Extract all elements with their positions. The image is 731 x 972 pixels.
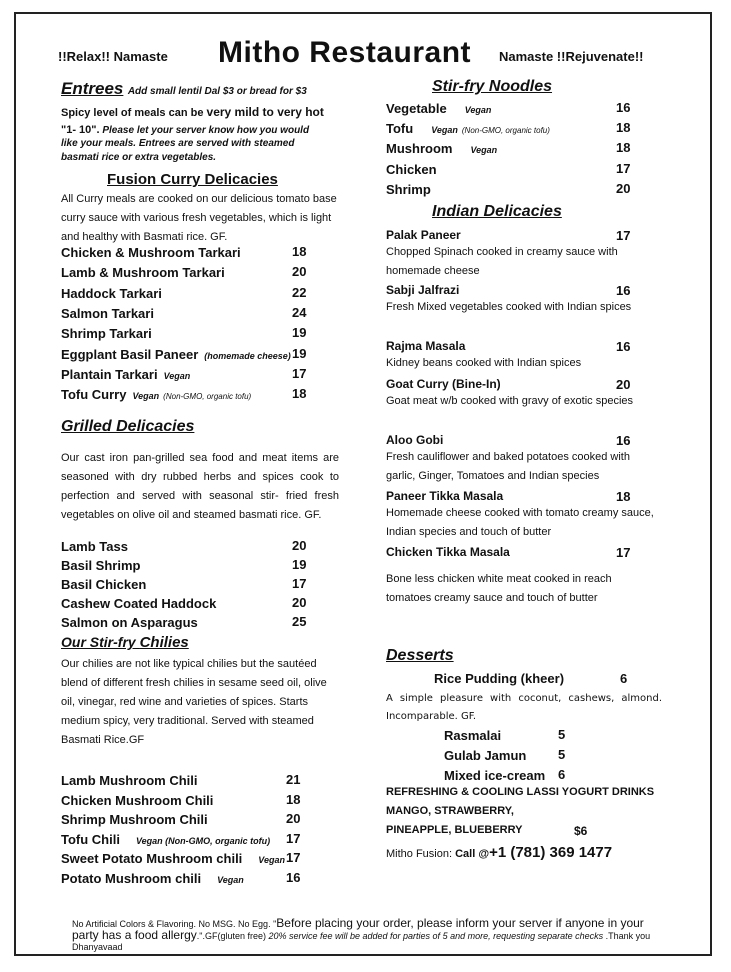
menu-item-price: 6 bbox=[558, 767, 566, 782]
menu-item-price: 17 bbox=[292, 365, 307, 381]
menu-item-price: 20 bbox=[616, 180, 631, 196]
grilled-heading: Grilled Delicacies bbox=[61, 418, 195, 435]
indian-item-price: 16 bbox=[616, 433, 631, 448]
menu-item-name: Mushroom bbox=[386, 141, 453, 157]
menu-item-price: 16 bbox=[286, 869, 301, 885]
chilies-heading-b: Chilies bbox=[139, 634, 189, 651]
menu-item-row bbox=[444, 727, 501, 745]
indian-item-name: Paneer Tikka Masala bbox=[386, 489, 504, 503]
call-label: Call @ bbox=[455, 848, 490, 860]
desserts-heading: Desserts bbox=[386, 647, 454, 664]
menu-item-name: Salmon on Asparagus bbox=[61, 615, 198, 630]
menu-item-name: Potato Mushroom chili bbox=[61, 870, 202, 886]
indian-item-description: Fresh cauliflower and baked potatoes cooked with garlic, Ginger, Tomatoes and Indian species bbox=[386, 451, 630, 482]
menu-item-row bbox=[61, 538, 128, 556]
menu-item-row bbox=[61, 346, 291, 364]
menu-item-price: 17 bbox=[616, 160, 631, 176]
menu-item-price: 18 bbox=[286, 791, 301, 807]
menu-item-tag: Vegan bbox=[258, 855, 285, 865]
indian-item-price: 17 bbox=[616, 228, 631, 243]
indian-item-name: Sabji Jalfrazi bbox=[386, 283, 460, 297]
menu-item-name: Shrimp bbox=[386, 181, 431, 197]
spicy-text-d: Please let your server know how you would bbox=[99, 125, 310, 136]
menu-item-name: Shrimp Tarkari bbox=[61, 326, 152, 342]
menu-item-name: Shrimp Mushroom Chili bbox=[61, 812, 208, 827]
menu-item-price: 19 bbox=[292, 557, 307, 572]
indian-item-price: 18 bbox=[616, 489, 631, 504]
menu-item-row bbox=[386, 120, 550, 138]
indian-item-description: Chopped Spinach cooked in creamy sauce with homemade cheese bbox=[386, 246, 618, 277]
fusion-label: Mitho Fusion: bbox=[386, 848, 456, 860]
indian-item-name: Goat Curry (Bine-In) bbox=[386, 377, 501, 391]
footer-allergy-warning: Before placing your order, please inform your server if anyone in your party has a food allergy bbox=[72, 916, 644, 942]
menu-item-row bbox=[61, 772, 198, 790]
rice-pudding-name: Rice Pudding (kheer) bbox=[434, 671, 565, 686]
menu-item-row bbox=[61, 325, 152, 343]
chilies-description: Our chilies are not like typical chilies but the sautéed blend of different fresh chilies in sesame seed oil, olive oil, vinegar, red wine and varieties of spices. Starts medium spicy, very traditional. Served with steamed Basmati Rice.GF bbox=[61, 658, 327, 746]
menu-item-name: Vegetable bbox=[386, 101, 447, 116]
menu-item-name: Tofu Curry bbox=[61, 387, 127, 403]
menu-item-name: Lamb Mushroom Chili bbox=[61, 773, 198, 788]
menu-item-price: 24 bbox=[292, 304, 307, 320]
menu-item-name: Mixed ice-cream bbox=[444, 768, 546, 783]
menu-item-price: 17 bbox=[286, 850, 301, 865]
menu-item-name: Chicken bbox=[386, 161, 437, 177]
indian-item-price: 17 bbox=[616, 545, 631, 560]
menu-item-price: 21 bbox=[286, 772, 301, 787]
menu-item-row bbox=[61, 614, 198, 632]
menu-item-row bbox=[386, 181, 431, 199]
entrees-line3: like your meals. Entrees are served with steamed bbox=[61, 138, 295, 149]
menu-item-name: Basil Chicken bbox=[61, 577, 147, 592]
menu-header bbox=[58, 36, 668, 72]
menu-item-tag: Vegan bbox=[217, 874, 244, 885]
header-right-text: Namaste !!Rejuvenate!! bbox=[499, 49, 644, 64]
footer-service-fee: 20% service fee will be added for parties of 5 and more, requesting separate checks bbox=[268, 931, 604, 941]
indian-item-price: 20 bbox=[616, 377, 631, 392]
menu-item-tag: Vegan bbox=[163, 370, 191, 381]
indian-item-name: Chicken Tikka Masala bbox=[386, 545, 510, 559]
menu-item-row bbox=[61, 850, 285, 868]
menu-item-name: Plantain Tarkari bbox=[61, 366, 158, 382]
menu-item-price: 20 bbox=[292, 595, 307, 610]
lassi-line-1: REFRESHING & COOLING LASSI YOGURT DRINKS bbox=[386, 786, 655, 798]
menu-item-name: Gulab Jamun bbox=[444, 748, 527, 763]
menu-item-price: 25 bbox=[292, 614, 307, 629]
menu-item-price: 20 bbox=[292, 538, 307, 553]
menu-item-row bbox=[386, 100, 491, 118]
indian-item-name: Rajma Masala bbox=[386, 339, 466, 353]
lassi-line-3: PINEAPPLE, BLUEBERRY bbox=[386, 824, 523, 836]
chilies-heading-a: Our Stir-fry bbox=[61, 634, 140, 650]
indian-item-name: Palak Paneer bbox=[386, 228, 461, 242]
menu-item-note: (Non-GMO, organic tofu) bbox=[163, 392, 252, 402]
footer-small-2: .".GF(gluten free) bbox=[196, 931, 269, 941]
footer-small-1: No Artificial Colors & Flavoring. No MSG. No Egg. " bbox=[72, 919, 277, 929]
menu-item-note: (Non-GMO, organic tofu) bbox=[461, 126, 550, 136]
restaurant-title: Mitho Restaurant bbox=[218, 36, 472, 69]
lassi-line-2: MANGO, STRAWBERRY, bbox=[386, 805, 514, 817]
menu-item-row bbox=[61, 811, 208, 829]
menu-item-name: Basil Shrimp bbox=[61, 558, 141, 573]
menu-item-name: Tofu bbox=[386, 121, 414, 137]
menu-item-row bbox=[61, 870, 244, 888]
menu-item-row bbox=[386, 140, 497, 158]
menu-item-price: 16 bbox=[616, 100, 631, 115]
menu-item-row bbox=[61, 595, 216, 613]
indian-item-price: 16 bbox=[616, 339, 631, 354]
phone-number[interactable]: +1 (781) 369 1477 bbox=[489, 844, 613, 861]
menu-item-tag: Vegan bbox=[132, 391, 160, 402]
indian-item-description: Fresh Mixed vegetables cooked with Indian spices bbox=[386, 301, 632, 313]
footer-note bbox=[72, 918, 662, 953]
menu-item-name: Lamb & Mushroom Tarkari bbox=[61, 265, 225, 281]
menu-item-name: Sweet Potato Mushroom chili bbox=[61, 851, 243, 866]
spicy-text-a: Spicy level of meals can be bbox=[61, 107, 207, 119]
rice-pudding-price: 6 bbox=[620, 671, 628, 686]
menu-item-price: 17 bbox=[292, 576, 307, 591]
indian-item-description: Homemade cheese cooked with tomato creamy sauce, Indian species and touch of butter bbox=[386, 507, 654, 538]
header-left-text: !!Relax!! Namaste bbox=[58, 49, 168, 64]
menu-item-tag: (homemade cheese) bbox=[204, 350, 291, 361]
entrees-subnote: Add small lentil Dal $3 or bread for $3 bbox=[127, 86, 307, 97]
menu-item-row bbox=[61, 264, 225, 282]
menu-item-name: Eggplant Basil Paneer bbox=[61, 346, 199, 362]
menu-item-name: Rasmalai bbox=[444, 728, 502, 743]
menu-item-row bbox=[444, 767, 545, 785]
menu-item-tag: Vegan bbox=[464, 105, 492, 115]
footer-thanks: .Thank you Dhanyavaad bbox=[72, 931, 651, 952]
menu-item-name: Tofu Chili bbox=[61, 831, 120, 847]
menu-item-row bbox=[61, 285, 162, 303]
menu-item-tag: Vegan (Non-GMO, organic tofu) bbox=[135, 835, 271, 846]
menu-item-row bbox=[61, 557, 140, 575]
contact-line bbox=[386, 844, 612, 862]
spicy-text-b: very mild to very hot bbox=[206, 105, 324, 119]
spicy-text-c: "1- 10". bbox=[61, 124, 100, 136]
indian-item-name: Aloo Gobi bbox=[386, 433, 444, 447]
menu-item-price: 5 bbox=[558, 727, 566, 742]
menu-item-row bbox=[386, 161, 437, 179]
menu-item-row bbox=[61, 831, 270, 849]
menu-item-name: Chicken Mushroom Chili bbox=[61, 792, 214, 808]
menu-item-tag: Vegan bbox=[470, 145, 498, 156]
indian-item-description: Bone less chicken white meat cooked in reach tomatoes creamy sauce and touch of butter bbox=[386, 573, 612, 604]
menu-item-row bbox=[61, 366, 190, 384]
indian-item-price: 16 bbox=[616, 283, 631, 298]
indian-item-description: Goat meat w/b cooked with gravy of exotic species bbox=[386, 395, 634, 407]
entrees-line4: basmati rice or extra vegetables. bbox=[61, 152, 217, 163]
menu-item-price: 17 bbox=[286, 830, 301, 846]
menu-item-row bbox=[444, 747, 526, 765]
menu-item-price: 20 bbox=[292, 264, 307, 280]
menu-item-row bbox=[61, 576, 146, 594]
noodles-heading: Stir-fry Noodles bbox=[432, 78, 553, 95]
menu-item-price: 5 bbox=[558, 747, 566, 762]
menu-item-price: 20 bbox=[286, 811, 301, 826]
indian-item-description: Kidney beans cooked with Indian spices bbox=[386, 357, 582, 369]
menu-item-name: Haddock Tarkari bbox=[61, 285, 162, 301]
menu-item-price: 18 bbox=[292, 386, 307, 402]
menu-item-row bbox=[61, 305, 154, 323]
menu-item-row bbox=[61, 244, 241, 262]
menu-item-name: Chicken & Mushroom Tarkari bbox=[61, 245, 241, 260]
menu-item-price: 18 bbox=[616, 140, 631, 156]
menu-item-price: 18 bbox=[616, 120, 631, 136]
menu-item-name: Salmon Tarkari bbox=[61, 305, 154, 321]
menu-item-price: 19 bbox=[292, 325, 307, 341]
fusion-description: All Curry meals are cooked on our delicious tomato base curry sauce with various fresh vegetables, which is light and healthy with Basmati rice. GF. bbox=[61, 193, 337, 243]
menu-item-tag: Vegan bbox=[431, 125, 458, 136]
fusion-heading: Fusion Curry Delicacies bbox=[107, 171, 278, 188]
menu-item-price: 18 bbox=[292, 244, 307, 259]
menu-item-name: Cashew Coated Haddock bbox=[61, 596, 217, 611]
entrees-heading: Entrees bbox=[61, 79, 124, 98]
indian-heading: Indian Delicacies bbox=[432, 203, 562, 220]
lassi-price: $6 bbox=[574, 824, 588, 838]
rice-pudding-description: A simple pleasure with coconut, cashews, almond. Incomparable. GF. bbox=[386, 693, 662, 722]
menu-item-name: Lamb Tass bbox=[61, 539, 128, 554]
menu-item-price: 19 bbox=[292, 345, 307, 361]
grilled-description: Our cast iron pan-grilled sea food and meat items are seasoned with dry rubbed herbs and spices cook to perfection and served with seasonal stir- fried fresh vegetables on olive oil and steamed basmati rice. GF. bbox=[61, 452, 339, 521]
menu-item-price: 22 bbox=[292, 284, 307, 300]
menu-item-row bbox=[61, 386, 251, 404]
menu-item-row bbox=[61, 792, 213, 810]
